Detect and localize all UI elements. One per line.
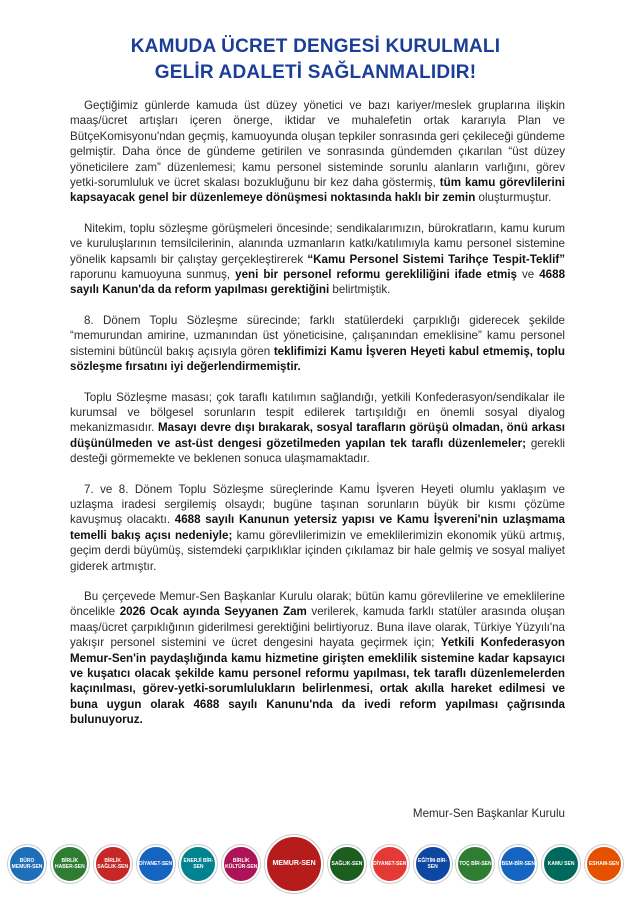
bold-text: Yetkili Konfederasyon Memur-Sen'in paydaşlığında kamu hizmetine girişten emeklilik sistemine kadar kapsayıcı ve kuşatıcı olacak şekilde kamu personel reformu yapılması, tek taraflı düzenlemelerden kaçınılması, görev-yetki-sorumlulukların belirlenmesi, ortak akılla hareket edilmesi ve buna uygun olarak 4688 sayılı Kanunu'nda da ivedi reform yapılması çağrısında bulunuyoruz. [70,636,565,727]
union-logo-icon [51,845,89,883]
union-logo-icon [456,845,494,883]
bold-text: 2026 Ocak ayında Seyyanen Zam [119,605,307,619]
union-logo-icon [265,835,323,893]
union-logo-icon [499,845,537,883]
union-logo-label: BİRLİK HABER-SEN [54,858,85,870]
body-text: kamu görevlilerimizin ve emeklilerimizin ekonomik yükü artmış, geçim derdi büyümüş, sistemdeki çarpıklıklar içinden çıkılamaz bir hale gelmiş ve sosyal maliyet giderek artmıştır. [70,528,565,573]
union-logo-icon [222,845,260,883]
union-logo-label: MEMUR-SEN [272,860,316,867]
paragraph-4 [70,390,565,467]
bold-text: tüm kamu görevlilerini kapsayacak genel bir düzenlemeye dönüşmesi noktasında haklı bir zemin [70,176,565,205]
paragraph-5 [70,482,565,574]
union-logo-label: BİRLİK SAĞLIK-SEN [97,858,129,870]
bold-text: 4688 sayılı Kanun'da da reform yapılması gerektiğini [70,268,566,297]
body-text: verilerek, kamuda farklı statüler arasında oluşan maaş/ücret çarpıklığının giderilmesi gerektiğini belirtiyoruz. Buna ilave olarak, Türkiye Yüzyılı'na yakışır personel sistemini ve ücret dengesini hayata geçirmek için; [70,605,565,650]
union-logo-label: BÜRO MEMUR-SEN [11,858,43,870]
union-logo-icon [414,845,452,883]
bold-text: “Kamu Personel Sistemi Tarihçe Tespit-Teklif” [307,252,565,266]
paragraph-2 [70,221,565,298]
body-text: 7. ve 8. Dönem Toplu Sözleşme süreçlerinde Kamu İşveren Heyeti olumlu yaklaşım ve uzlaşma iradesi sergilemiş olsaydı; bugüne taşınan sorunların büyük bir kısmı çözüme kavuşmuş olacaktı. [70,482,565,527]
body-text: gerekli desteği görmemekte ve beklenen sonuca ulaşmamaktadır. [70,436,566,466]
bold-text: teklifimizi Kamu İşveren Heyeti kabul etmemiş, toplu sözleşme fırsatını iyi değerlendirmemiştir. [70,344,565,374]
union-logo-label: SAĞLIK-SEN [331,861,363,867]
union-logo-icon [585,845,623,883]
signature: Memur-Sen Başkanlar Kurulu [412,807,565,820]
union-logo-label: KAMU SEN [547,861,575,867]
document-title [40,34,591,86]
title-line-1: KAMUDA ÜCRET DENGESİ KURULMALI [130,36,501,57]
body-text: ve [517,268,540,282]
body-text: Bu çerçevede Memur-Sen Başkanlar Kurulu olarak; bütün kamu görevlilerine ve emeklilerine öncelikle [70,589,565,619]
bold-text: Masayı devre dışı bırakarak, sosyal tarafların görüşü olmadan, önü arkası düşünülmeden ve ast-üst dengesi gözetilmeden yapılan tek taraflı düzenlemeler; [70,421,565,450]
union-logo-label: BİRLİK KÜLTÜR-SEN [225,858,258,870]
body-text: belirtmiştik. [329,283,391,297]
union-logo-icon [328,845,366,883]
union-logo-icon [137,845,175,883]
union-logo-icon [371,845,409,883]
paragraph-3 [70,313,565,375]
union-logo-icon [94,845,132,883]
union-logo-label: BEM-BİR-SEN [501,861,535,867]
body-text: Toplu Sözleşme masası; çok taraflı katılımın sağlandığı, yetkili Konfederasyon/sendikalar ile kurumsal ve bölgesel sorunların tespit edilerek tartışıldığı en önemli sosyal diyalog mekanizmasıdır. [70,390,565,435]
body-text: Nitekim, toplu sözleşme görüşmeleri öncesinde; sendikalarımızın, bürokratların, kamu kurum ve kuruluşlarının temsilcilerinin, alanında uzmanların katkı/katılımıyla kamu personel sistemine yönelik kapsamlı bir çalıştay gerçekleştirerek [70,221,565,266]
union-logo-label: EĞİTİM-BİR-SEN [418,858,448,870]
document-body [70,98,565,743]
union-logo-label: ESHAM-SEN [588,861,619,867]
union-logo-strip [8,834,623,894]
body-text: 8. Dönem Toplu Sözleşme sürecinde; farklı statülerdeki çarpıklığı giderecek şekilde “memurundan amirine, uzmanından üst yöneticisine, çalışanından emeklisine” kamu personel sistemini bütüncül bakış açısıyla gören [70,313,565,358]
paragraph-1 [70,98,565,206]
union-logo-label: ENERJİ BİR-SEN [183,858,214,870]
body-text: oluşturmuştur. [475,191,552,205]
union-logo-icon [8,845,46,883]
union-logo-icon [542,845,580,883]
union-logo-label: TOÇ BİR-SEN [459,861,492,867]
bold-text: yeni bir personel reformu gerekliliğini ifade etmiş [235,268,517,282]
body-text: raporunu kamuoyuna sunmuş, [70,268,236,282]
union-logo-label: DİYANET-SEN [138,861,173,867]
bold-text: 4688 sayılı Kanunun yetersiz yapısı ve Kamu İşvereni'nin uzlaşmama temelli bakış açısı nedeniyle; [70,513,565,542]
paragraph-6 [70,589,565,728]
union-logo-icon [179,845,217,883]
body-text: Geçtiğimiz günlerde kamuda üst düzey yönetici ve bazı kariyer/meslek gruplarına ilişkin maaş/ücret artışları içeren önerge, iktidar ve muhalefetin ortak kararıyla Plan ve BütçeKomisyonu'ndan geçmiş, kamuoyunda oluşan tepkiler sonrasında geri çekileceği gündeme gelmiştir. Daha önce de gündeme getirilen ve sonrasında gündemden çıkarılan “üst düzey yöneticilere zam” düzenlemesi; kamu personel sisteminde sorunlu alanların varlığını, görev yetki-sorumluluk ve ücret skalası bozukluğunu bir kez daha göstermiş, [70,99,565,190]
title-line-2: GELİR ADALETİ SAĞLANMALIDIR! [154,62,477,83]
union-logo-label: DİYANET-SEN [373,861,407,867]
